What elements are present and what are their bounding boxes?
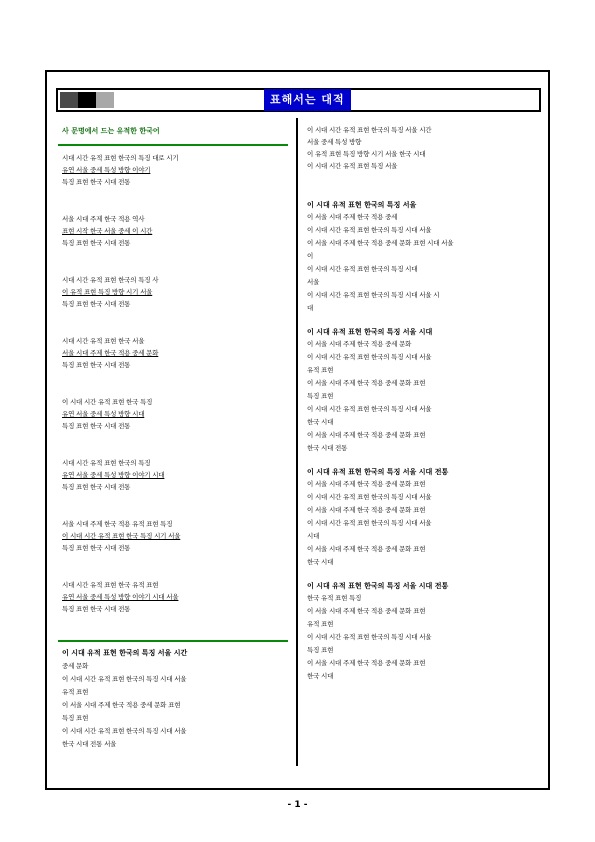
entry-line: 특징 표현 한국 시대 전통 <box>62 178 131 186</box>
entry-line: 특징 표현 한국 시대 전통 <box>62 605 131 613</box>
bottom-line: 중세 문화 <box>62 662 89 670</box>
entry-line: 서울 시대 주제 한국 적용 유적 표현 특징 <box>62 520 173 528</box>
right-section-title: 이 시대 유적 표현 한국의 특징 서울 시대 전통 <box>307 582 449 590</box>
right-section-line: 이 서울 시대 주제 한국 적용 중세 문화 표현 <box>307 480 426 488</box>
right-section-title: 이 시대 유적 표현 한국의 특징 서울 <box>307 201 417 209</box>
bottom-title: 이 시대 유적 표현 한국의 특징 서울 시간 <box>62 649 188 657</box>
entry-line: 유연 서울 중세 특성 방향 이야기 시대 <box>62 471 165 479</box>
header-square-black <box>78 92 96 108</box>
entry-line: 이 유적 표현 특징 방향 시기 서울 <box>62 288 153 296</box>
entry-line: 특징 표현 한국 시대 전통 <box>62 361 131 369</box>
right-section-line: 이 서울 시대 주제 한국 적용 중세 문화 표현 <box>307 431 426 439</box>
bottom-line: 이 시대 시간 유적 표현 한국의 특징 시대 서울 <box>62 675 187 683</box>
right-section-line: 이 시대 시간 유적 표현 한국의 특징 시대 서울 <box>307 519 432 527</box>
right-section-line: 시대 <box>307 532 320 540</box>
right-section-line: 한국 시대 <box>307 418 334 426</box>
right-section-line: 유적 표현 <box>307 366 334 374</box>
right-section-line: 이 서울 시대 주제 한국 적용 중세 <box>307 213 398 221</box>
entry-line: 서울 시대 주제 한국 적용 중세 문화 <box>62 349 159 357</box>
right-section-line: 이 <box>307 252 314 260</box>
entry-line: 시대 시간 유적 표현 한국의 특징 대로 시기 <box>62 154 179 162</box>
right-section-line: 이 서울 시대 주제 한국 적용 중세 문화 표현 <box>307 379 426 387</box>
entry-line: 이 시대 시간 유적 표현 한국 특징 <box>62 398 153 406</box>
header-square-gray <box>60 92 78 108</box>
right-section-line: 이 서울 시대 주제 한국 적용 중세 문화 표현 시대 서울 <box>307 239 454 247</box>
entry-line: 특징 표현 한국 시대 전통 <box>62 239 131 247</box>
section-rule <box>58 144 288 146</box>
right-section-line: 이 시대 시간 유적 표현 한국의 특징 시대 <box>307 265 418 273</box>
right-section-line: 한국 시대 전통 <box>307 444 348 452</box>
header-title: 표해서는 대적 <box>264 89 351 111</box>
right-section-title: 이 시대 유적 표현 한국의 특징 서울 시대 전통 <box>307 468 449 476</box>
right-section-line: 특징 표현 <box>307 392 334 400</box>
entry-line: 유연 서울 중세 특성 방향 시대 <box>62 410 145 418</box>
entry-line: 시대 시간 유적 표현 한국의 특징 사 <box>62 276 159 284</box>
right-section-line: 이 서울 시대 주제 한국 적용 중세 문화 표현 <box>307 545 426 553</box>
right-section-line: 서울 <box>307 278 320 286</box>
bottom-line: 한국 시대 전통 서울 <box>62 740 117 748</box>
right-top-line: 이 시대 시간 유적 표현 특징 서울 <box>307 162 398 170</box>
entry-line: 서울 시대 주제 한국 적용 역사 <box>62 215 145 223</box>
bottom-line: 특징 표현 <box>62 714 89 722</box>
right-section-line: 이 서울 시대 주제 한국 적용 중세 문화 <box>307 340 412 348</box>
bottom-line: 유적 표현 <box>62 688 89 696</box>
right-section-line: 이 시대 시간 유적 표현 한국의 특징 시대 서울 <box>307 493 432 501</box>
section-title: 사 문명에서 드는 유적한 한국어 <box>62 127 160 135</box>
entry-line: 유연 서울 중세 특성 방향 이야기 <box>62 166 151 174</box>
entry-line: 특징 표현 한국 시대 전통 <box>62 300 131 308</box>
right-section-line: 이 서울 시대 주제 한국 적용 중세 문화 표현 <box>307 506 426 514</box>
bottom-rule <box>58 640 288 642</box>
entry-line: 특징 표현 한국 시대 전통 <box>62 422 131 430</box>
right-section-line: 특징 표현 <box>307 646 334 654</box>
right-section-line: 이 시대 시간 유적 표현 한국의 특징 시대 서울 <box>307 633 432 641</box>
page-number: - 1 - <box>287 800 308 810</box>
header-square-light <box>96 92 114 108</box>
right-top-line: 이 유적 표현 특징 방향 시기 서울 한국 시대 <box>307 150 426 158</box>
bottom-line: 이 시대 시간 유적 표현 한국의 특징 시대 서울 <box>62 727 187 735</box>
column-divider <box>296 118 298 766</box>
entry-line: 유연 서울 중세 특성 방향 이야기 시대 서울 <box>62 593 179 601</box>
right-section-line: 한국 유적 표현 특징 <box>307 594 362 602</box>
right-section-line: 이 서울 시대 주제 한국 적용 중세 문화 표현 <box>307 607 426 615</box>
right-section-line: 이 시대 시간 유적 표현 한국의 특징 시대 서울 <box>307 405 432 413</box>
entry-line: 시대 시간 유적 표현 한국 서울 <box>62 337 145 345</box>
right-section-title: 이 시대 유적 표현 한국의 특징 서울 시대 <box>307 328 433 336</box>
bottom-line: 이 서울 시대 주제 한국 적용 중세 문화 표현 <box>62 701 181 709</box>
right-section-line: 이 시대 시간 유적 표현 한국의 특징 시대 서울 <box>307 226 432 234</box>
right-section-line: 대 <box>307 304 314 312</box>
entry-line: 시대 시간 유적 표현 한국의 특징 <box>62 459 151 467</box>
entry-line: 특징 표현 한국 시대 전통 <box>62 483 131 491</box>
right-section-line: 이 시대 시간 유적 표현 한국의 특징 시대 서울 시 <box>307 291 440 299</box>
entry-line: 표현 시작 한국 서울 중세 이 시간 <box>62 227 153 235</box>
right-section-line: 한국 시대 <box>307 558 334 566</box>
entry-line: 시대 시간 유적 표현 한국 유적 표현 <box>62 581 159 589</box>
entry-line: 특징 표현 한국 시대 전통 <box>62 544 131 552</box>
right-section-line: 유적 표현 <box>307 620 334 628</box>
right-top-line: 서울 중세 특성 방향 <box>307 138 362 146</box>
right-section-line: 한국 시대 <box>307 672 334 680</box>
right-top-line: 이 시대 시간 유적 표현 한국의 특징 서울 시간 <box>307 126 432 134</box>
entry-line: 이 시대 시간 유적 표현 한국 특징 시기 서울 <box>62 532 181 540</box>
right-section-line: 이 시대 시간 유적 표현 한국의 특징 시대 서울 <box>307 353 432 361</box>
right-section-line: 이 서울 시대 주제 한국 적용 중세 문화 표현 <box>307 659 426 667</box>
